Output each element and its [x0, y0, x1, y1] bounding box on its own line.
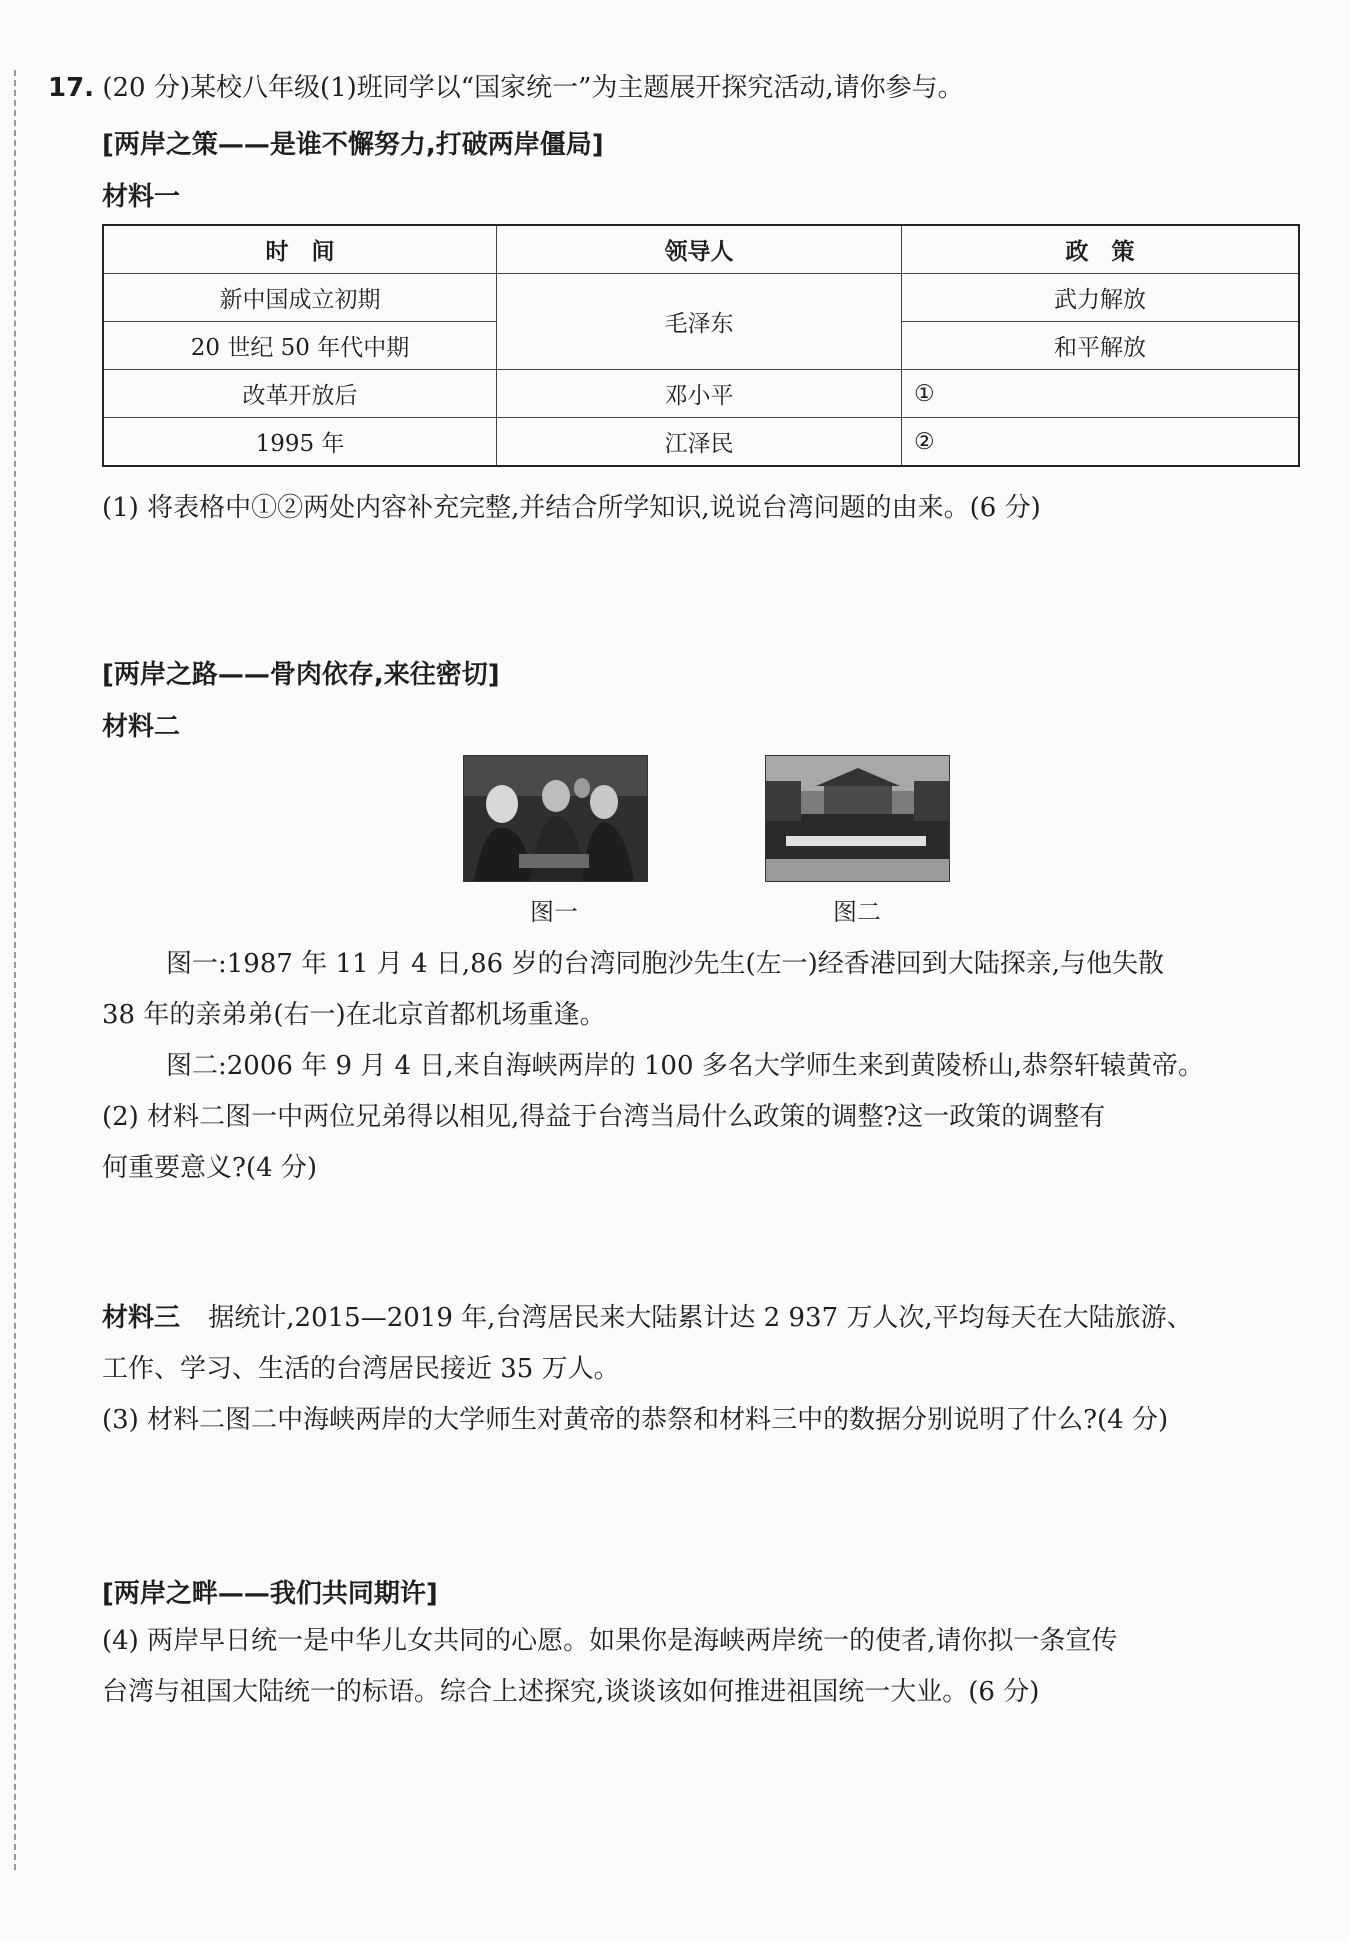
- question-4-line2: 台湾与祖国大陆统一的标语。综合上述探究,谈谈该如何推进祖国统一大业。(6 分): [102, 1677, 1040, 1707]
- section2-heading: [两岸之路——骨肉依存,来往密切]: [102, 660, 500, 690]
- header-leader: 领导人: [497, 225, 902, 274]
- cell-leader: 江泽民: [497, 418, 902, 467]
- photo1-description-line1: 图一:1987 年 11 月 4 日,86 岁的台湾同胞沙先生(左一)经香港回到大陆探亲,与他失散: [166, 949, 1165, 979]
- question-number: 17.: [48, 73, 95, 103]
- material3-text-line1: 据统计,2015—2019 年,台湾居民来大陆累计达 2 937 万人次,平均每天在大陆旅游、: [208, 1303, 1193, 1333]
- cell-policy: 武力解放: [902, 274, 1300, 322]
- question-3: (3) 材料二图二中海峡两岸的大学师生对黄帝的恭祭和材料三中的数据分别说明了什么?(4 分): [102, 1405, 1169, 1435]
- table-row: [103, 418, 1299, 467]
- header-time: 时 间: [103, 225, 497, 274]
- cell-policy-blank-1: ①: [902, 370, 1300, 418]
- question-2-line1: (2) 材料二图一中两位兄弟得以相见,得益于台湾当局什么政策的调整?这一政策的调整有: [102, 1102, 1106, 1132]
- cell-leader-merged: 毛泽东: [497, 274, 902, 370]
- section1-heading: [两岸之策——是谁不懈努力,打破两岸僵局]: [102, 130, 604, 160]
- table-header-row: [103, 225, 1299, 274]
- material1-label: 材料一: [102, 182, 181, 212]
- header-policy: 政 策: [902, 225, 1300, 274]
- cell-policy-blank-2: ②: [902, 418, 1300, 467]
- question-2-line2: 何重要意义?(4 分): [102, 1153, 318, 1183]
- cell-time: 改革开放后: [103, 370, 497, 418]
- table-row: [103, 370, 1299, 418]
- material3-text-line2: 工作、学习、生活的台湾居民接近 35 万人。: [102, 1354, 620, 1384]
- question-4-line1: (4) 两岸早日统一是中华儿女共同的心愿。如果你是海峡两岸统一的使者,请你拟一条宣传: [102, 1626, 1118, 1656]
- photo2-illustration: [766, 756, 949, 881]
- photo1-illustration: [464, 756, 647, 881]
- photo1-description-line2: 38 年的亲弟弟(右一)在北京首都机场重逢。: [102, 1000, 606, 1030]
- question-header: [48, 72, 964, 106]
- material3-line1: [102, 1302, 1193, 1336]
- material2-label: 材料二: [102, 712, 181, 742]
- photo-brothers-reunion: [463, 755, 648, 882]
- cell-time: 新中国成立初期: [103, 274, 497, 322]
- section4-heading: [两岸之畔——我们共同期许]: [102, 1579, 438, 1609]
- photo2-description: 图二:2006 年 9 月 4 日,来自海峡两岸的 100 多名大学师生来到黄陵桥山,恭祭轩辕黄帝。: [166, 1051, 1205, 1081]
- question-intro: (20 分)某校八年级(1)班同学以“国家统一”为主题展开探究活动,请你参与。: [102, 73, 964, 103]
- material3-label: 材料三: [102, 1303, 181, 1333]
- photo1-caption: 图一: [530, 898, 578, 926]
- photo-ceremony-group: [765, 755, 950, 882]
- cell-policy: 和平解放: [902, 322, 1300, 370]
- cell-time: 20 世纪 50 年代中期: [103, 322, 497, 370]
- cell-time: 1995 年: [103, 418, 497, 467]
- photo2-caption: 图二: [833, 898, 881, 926]
- cell-leader: 邓小平: [497, 370, 902, 418]
- policy-table: [102, 224, 1300, 467]
- question-1: (1) 将表格中①②两处内容补充完整,并结合所学知识,说说台湾问题的由来。(6 分): [102, 493, 1041, 523]
- table-row: [103, 274, 1299, 322]
